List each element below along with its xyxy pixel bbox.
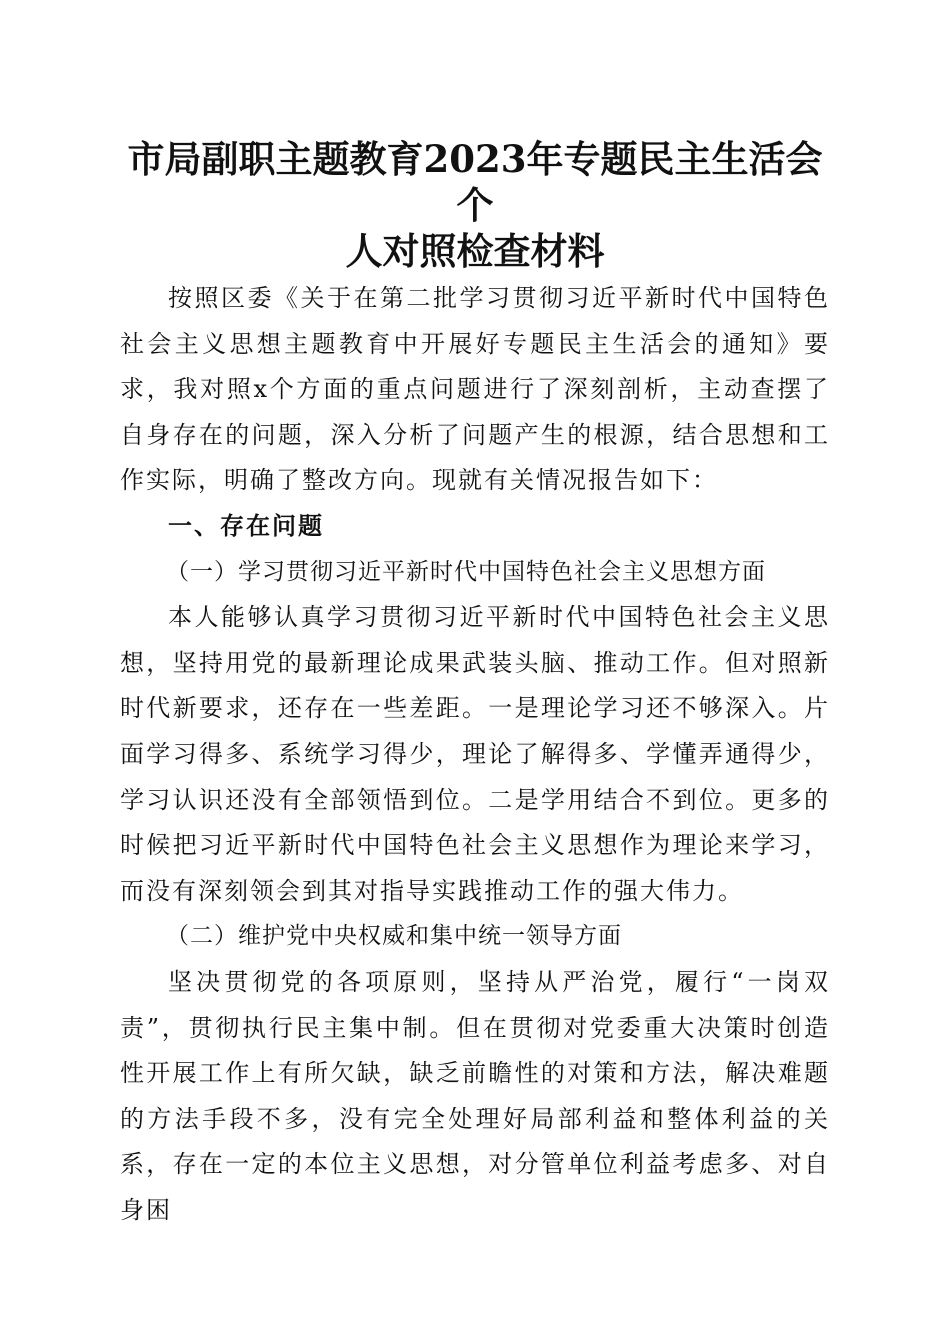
subsection-paragraph-1: 本人能够认真学习贯彻习近平新时代中国特色社会主义思想，坚持用党的最新理论成果武装头脑、推动工作。但对照新时代新要求，还存在一些差距。一是理论学习还不够深入。片面学习得多、系统学习得少，理论了解得多、学懂弄通得少，学习认识还没有全部领悟到位。二是学用结合不到位。更多的时候把习近平新时代中国特色社会主义思想作为理论来学习，而没有深刻领会到其对指导实践推动工作的强大伟力。	[120, 603, 830, 905]
subsection-paragraph-2: 坚决贯彻党的各项原则，坚持从严治党，履行“一岗双责”，贯彻执行民主集中制。但在贯彻对党委重大决策时创造性开展工作上有所欠缺，缺乏前瞻性的对策和方法，解决难题的方法手段不多，没有完全处理好局部利益和整体利益的关系，存在一定的本位主义思想，对分管单位利益考虑多、对自身困	[120, 967, 830, 1224]
subsection-heading-1: （一）学习贯彻习近平新时代中国特色社会主义思想方面	[166, 558, 766, 585]
intro-paragraph: 按照区委《关于在第二批学习贯彻习近平新时代中国特色社会主义思想主题教育中开展好专题民主生活会的通知》要求，我对照x个方面的重点问题进行了深刻剖析，主动查摆了自身存在的问题，深入分析了问题产生的根源，结合思想和工作实际，明确了整改方向。现就有关情况报告如下：	[120, 284, 830, 495]
title-line-2: 人对照检查材料	[345, 229, 605, 273]
document-title	[110, 136, 840, 274]
subsection-heading-2: （二）维护党中央权威和集中统一领导方面	[166, 923, 622, 950]
document-body	[120, 276, 830, 1233]
title-line-1: 市局副职主题教育2023年专题民主生活会个	[127, 137, 823, 227]
section-heading-problems: 一、存在问题	[168, 511, 324, 540]
